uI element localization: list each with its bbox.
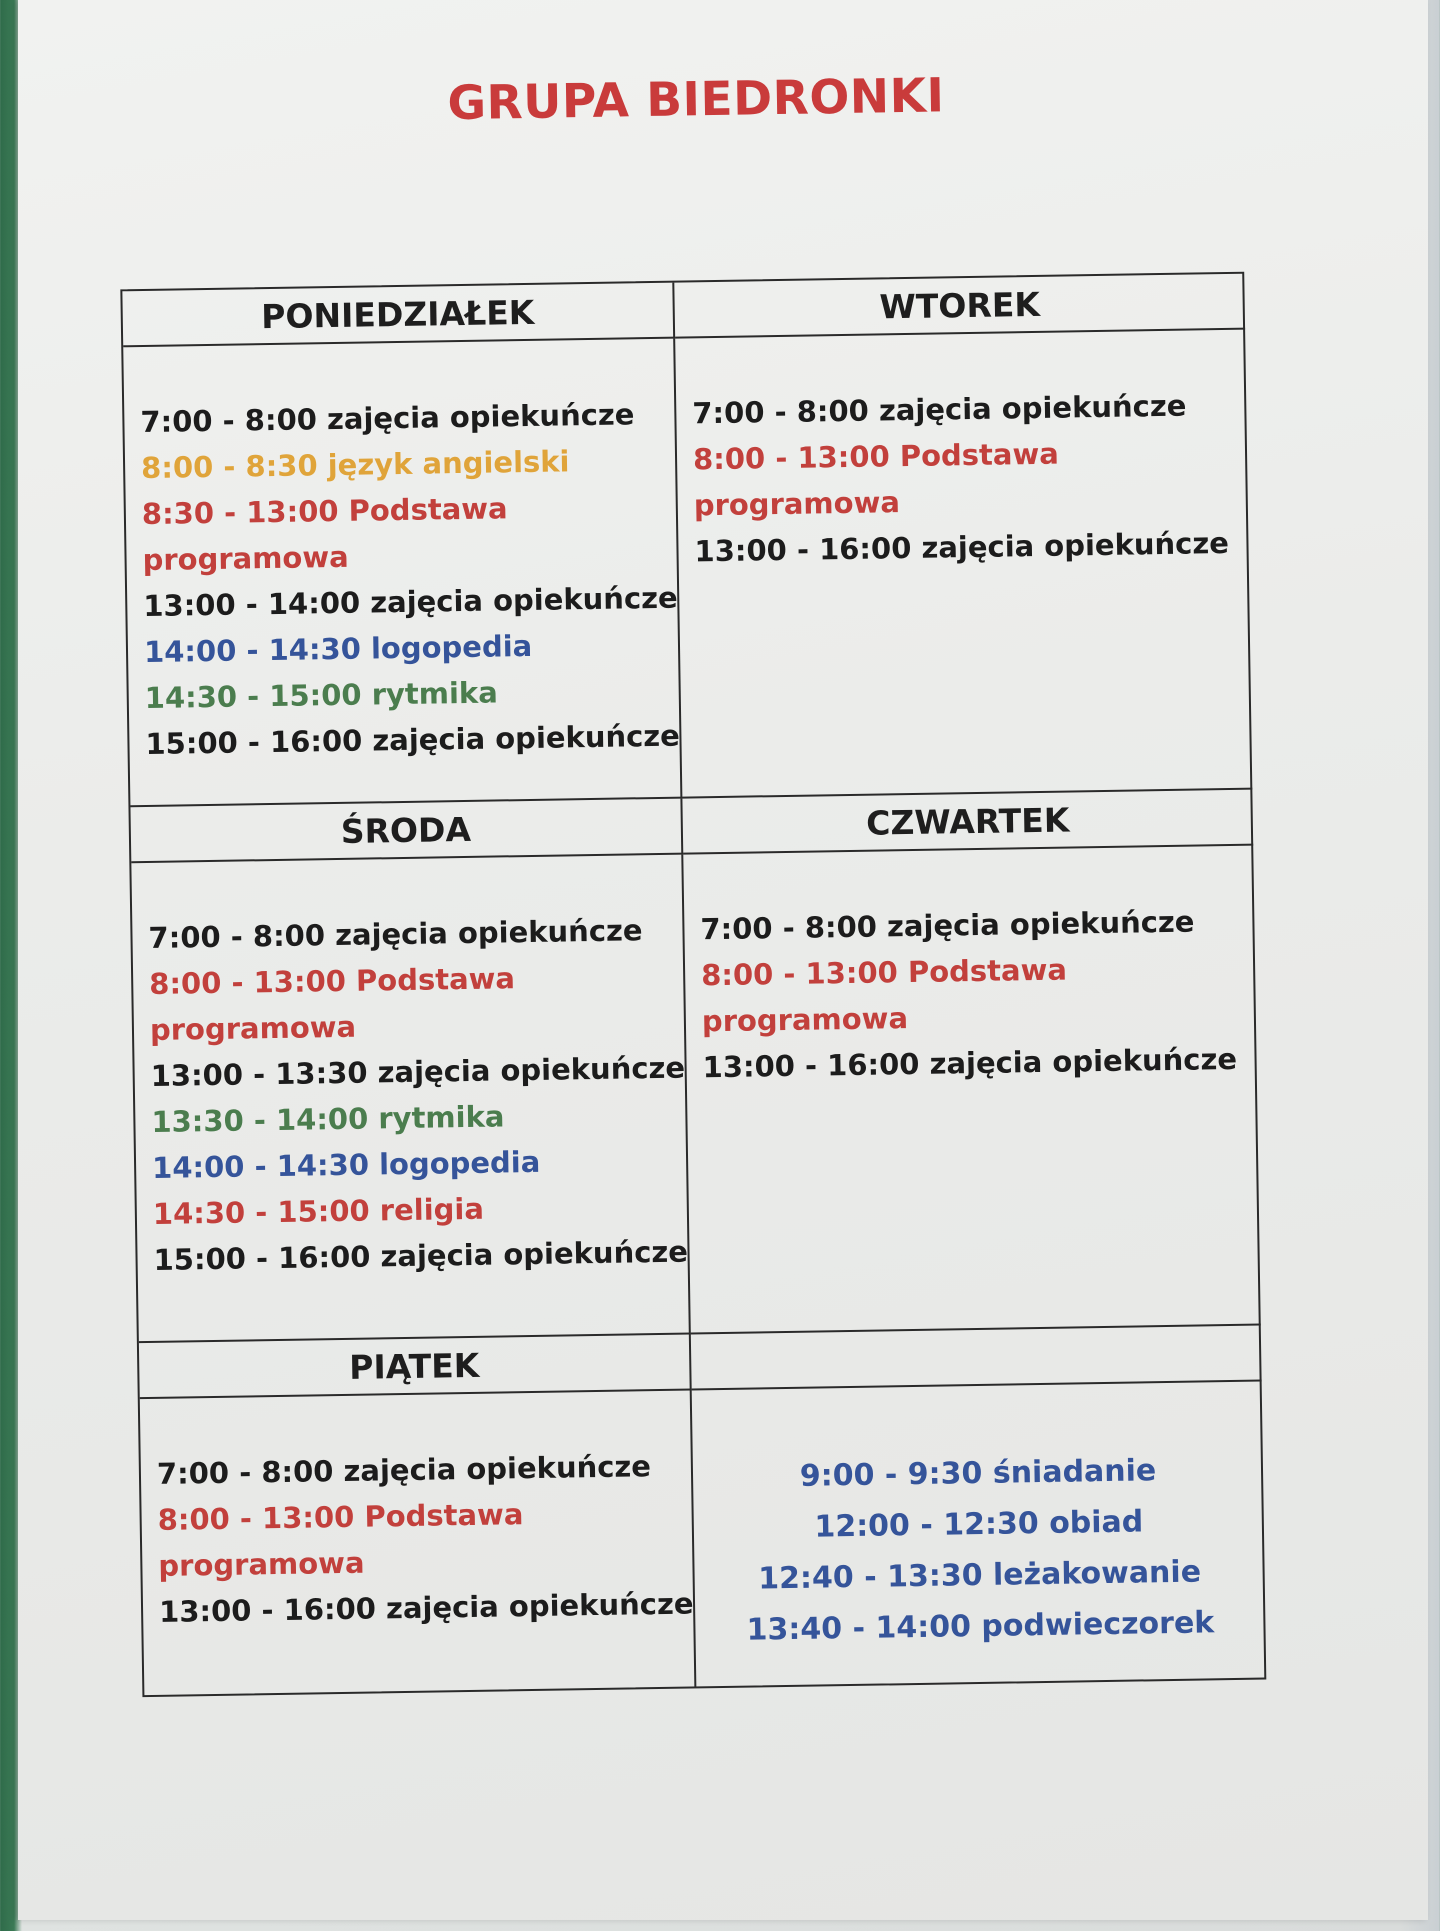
- day-entries-thursday: [683, 846, 1260, 1335]
- day-header-thursday: CZWARTEK: [682, 790, 1253, 855]
- schedule-entry: 7:00 - 8:00 zajęcia opiekuńcze: [156, 1449, 652, 1491]
- day-header-friday: PIĄTEK: [139, 1335, 692, 1400]
- schedule-entry: 13:00 - 16:00 zajęcia opiekuńcze: [694, 525, 1230, 569]
- meal-times: [692, 1382, 1267, 1687]
- schedule-entry: 13:00 - 16:00 zajęcia opiekuńcze: [158, 1586, 694, 1629]
- schedule-entry: programowa: [701, 1001, 909, 1039]
- schedule-entry: 13:30 - 14:00 rytmika: [151, 1099, 505, 1139]
- meal-entry: 9:00 - 9:30 śniadanie: [799, 1453, 1157, 1494]
- schedule-entry: 8:00 - 13:00 Podstawa: [700, 952, 1068, 993]
- schedule-entry: 14:30 - 15:00 religia: [152, 1191, 485, 1231]
- schedule-entry: programowa: [142, 539, 349, 578]
- meal-entry: 13:40 - 14:00 podwieczorek: [746, 1605, 1215, 1648]
- schedule-entry: 8:30 - 13:00 Podstawa: [141, 491, 508, 532]
- schedule-entry: 7:00 - 8:00 zajęcia opiekuńcze: [700, 904, 1195, 947]
- day-header-wednesday: ŚRODA: [130, 799, 683, 864]
- meals-header-empty: [691, 1326, 1262, 1391]
- document-title: GRUPA BIEDRONKI: [447, 68, 945, 132]
- schedule-entry: 8:00 - 13:00 Podstawa: [692, 436, 1060, 477]
- schedule-entry: programowa: [158, 1545, 365, 1583]
- day-entries-tuesday: [675, 330, 1252, 799]
- schedule-entry: 14:00 - 14:30 logopedia: [151, 1144, 541, 1185]
- schedule-entry: 13:00 - 14:00 zajęcia opiekuńcze: [143, 580, 678, 624]
- schedule-entry: 7:00 - 8:00 zajęcia opiekuńcze: [692, 388, 1187, 431]
- schedule-entry: 14:00 - 14:30 logopedia: [143, 628, 533, 670]
- meal-entry: 12:40 - 13:30 leżakowanie: [757, 1554, 1202, 1597]
- day-header-tuesday: WTOREK: [674, 274, 1245, 339]
- schedule-entry: 8:00 - 13:00 Podstawa: [157, 1497, 524, 1537]
- schedule-entry: 13:00 - 13:30 zajęcia opiekuńcze: [150, 1050, 686, 1093]
- schedule-entry: 14:30 - 15:00 rytmika: [144, 675, 499, 716]
- day-entries-monday: [123, 339, 682, 808]
- schedule-entry: 7:00 - 8:00 zajęcia opiekuńcze: [148, 913, 643, 955]
- schedule-entry: 15:00 - 16:00 zajęcia opiekuńcze: [145, 718, 681, 762]
- meal-entry: 12:00 - 12:30 obiad: [814, 1504, 1144, 1545]
- schedule-entry: 8:00 - 8:30 język angielski: [140, 444, 570, 486]
- day-entries-friday: [140, 1391, 697, 1696]
- weekly-schedule-table: [120, 272, 1266, 1697]
- day-entries-wednesday: [131, 855, 690, 1344]
- schedule-entry: programowa: [693, 485, 901, 523]
- schedule-entry: 15:00 - 16:00 zajęcia opiekuńcze: [153, 1234, 689, 1277]
- schedule-entry: 13:00 - 16:00 zajęcia opiekuńcze: [702, 1041, 1238, 1085]
- schedule-entry: programowa: [149, 1009, 357, 1047]
- schedule-entry: 7:00 - 8:00 zajęcia opiekuńcze: [140, 397, 635, 440]
- schedule-entry: 8:00 - 13:00 Podstawa: [148, 961, 516, 1001]
- day-header-monday: PONIEDZIAŁEK: [122, 283, 675, 348]
